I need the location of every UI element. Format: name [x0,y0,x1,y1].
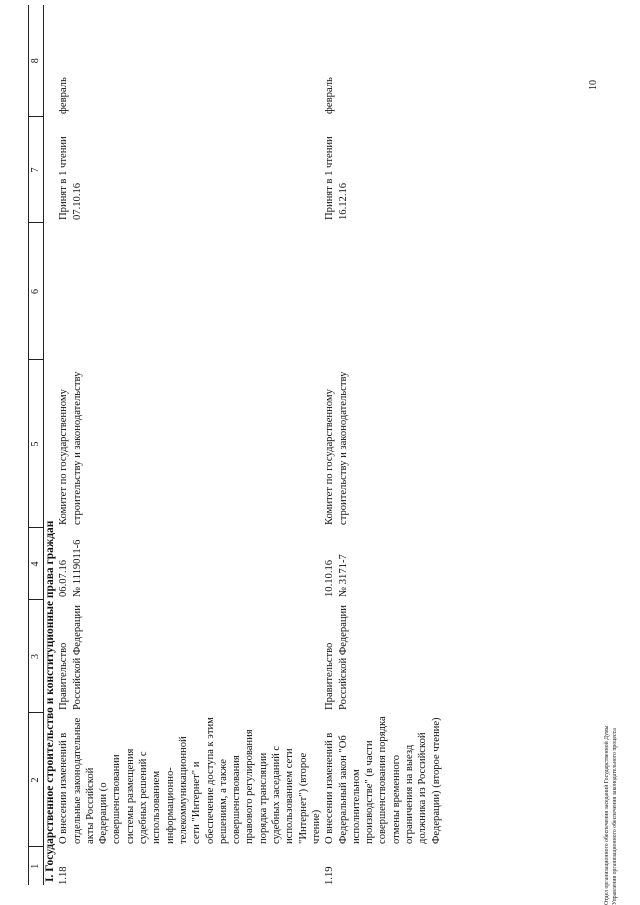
column-6-cell [57,223,323,360]
column-number: 8 [29,5,44,117]
column-number: 3 [29,600,44,713]
footer-line: Отдел организационного обеспечения заседаний Государственной Думы [604,725,610,905]
page-number: 10 [588,80,599,90]
reading-status: Принят в 1 чтении 07.10.16 [58,136,83,220]
bill-title: О внесении изменений в Федеральный закон "Об исполнительном производстве" (в части совершенствования порядка отмены временного ограничения на выезд должника из Российской Федерации) (второе чтение) [324,716,442,844]
registration-info: 06.07.16 № 1119011-6 [58,539,83,597]
page-footer [604,485,619,905]
registration-info: 10.10.16 № 3171-7 [324,554,349,597]
legislation-table [28,5,443,885]
column-number: 4 [29,528,44,600]
planned-month: февраль [324,77,336,114]
bill-initiator: Правительство Российской Федерации [324,605,349,710]
bill-title: О внесении изменений в отдельные законодательные акты Российской Федерации (о совершенствовании системы размещения судебных решений с использованием информационно-телекоммуникационной сети "Интернет" и обеспечение доступа к этим решениям, а также совершенствования правового регулирования порядка трансляции судебных заседаний с использованием сети "Интернет") (второе чтение) [58,717,322,844]
row-number: 1.18 [58,866,70,885]
column-number: 5 [29,360,44,528]
planned-month: февраль [58,77,70,114]
column-number: 2 [29,713,44,847]
bill-initiator: Правительство Российской Федерации [58,605,83,710]
reading-status: Принят в 1 чтении 16.12.16 [324,136,349,220]
responsible-committee: Комитет по государственному строительству и законодательству [58,371,83,525]
column-number: 7 [29,117,44,223]
table-row [323,5,443,885]
section-heading-row [44,5,58,885]
column-number: 1 [29,847,44,885]
section-title: I. Государственное строительство и конституционные права граждан [44,520,56,882]
table-row [57,5,323,885]
row-number: 1.19 [324,866,336,885]
column-number: 6 [29,223,44,360]
footer-line: Управления организационного обеспечения законодательного процесса [611,728,618,905]
responsible-committee: Комитет по государственному строительству и законодательству [324,371,349,525]
column-6-cell [323,223,443,360]
column-number-row [29,5,44,885]
